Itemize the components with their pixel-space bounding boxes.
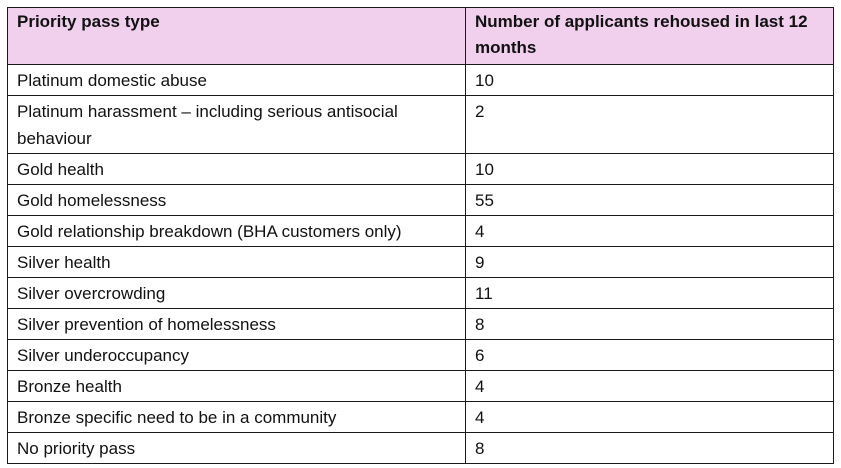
applicants-count-cell: 2 xyxy=(466,96,834,154)
pass-type-cell: Silver underoccupancy xyxy=(8,340,466,371)
applicants-count-cell: 11 xyxy=(466,278,834,309)
table-row xyxy=(8,278,834,309)
table-row xyxy=(8,154,834,185)
rehousing-table xyxy=(7,7,834,464)
pass-type-cell: Gold homelessness xyxy=(8,185,466,216)
table-row xyxy=(8,433,834,464)
table-header-row xyxy=(8,8,834,65)
applicants-count-cell: 4 xyxy=(466,216,834,247)
applicants-count-cell: 10 xyxy=(466,65,834,96)
header-applicants-rehoused: Number of applicants rehoused in last 12 months xyxy=(466,8,834,65)
pass-type-cell: Bronze health xyxy=(8,371,466,402)
pass-type-cell: Bronze specific need to be in a community xyxy=(8,402,466,433)
table-row xyxy=(8,402,834,433)
pass-type-cell: Platinum harassment – including serious antisocial behaviour xyxy=(8,96,466,154)
pass-type-cell: Silver overcrowding xyxy=(8,278,466,309)
table-row xyxy=(8,216,834,247)
pass-type-cell: Gold health xyxy=(8,154,466,185)
pass-type-cell: Gold relationship breakdown (BHA customers only) xyxy=(8,216,466,247)
table-row xyxy=(8,309,834,340)
pass-type-cell: Silver health xyxy=(8,247,466,278)
applicants-count-cell: 55 xyxy=(466,185,834,216)
table-row xyxy=(8,340,834,371)
rehousing-table-container xyxy=(7,7,834,464)
table-row xyxy=(8,185,834,216)
applicants-count-cell: 4 xyxy=(466,371,834,402)
applicants-count-cell: 10 xyxy=(466,154,834,185)
table-row xyxy=(8,371,834,402)
pass-type-cell: No priority pass xyxy=(8,433,466,464)
applicants-count-cell: 4 xyxy=(466,402,834,433)
pass-type-cell: Platinum domestic abuse xyxy=(8,65,466,96)
applicants-count-cell: 6 xyxy=(466,340,834,371)
applicants-count-cell: 8 xyxy=(466,309,834,340)
applicants-count-cell: 9 xyxy=(466,247,834,278)
applicants-count-cell: 8 xyxy=(466,433,834,464)
header-priority-pass-type: Priority pass type xyxy=(8,8,466,65)
table-row xyxy=(8,65,834,96)
table-row xyxy=(8,247,834,278)
table-row xyxy=(8,96,834,154)
pass-type-cell: Silver prevention of homelessness xyxy=(8,309,466,340)
